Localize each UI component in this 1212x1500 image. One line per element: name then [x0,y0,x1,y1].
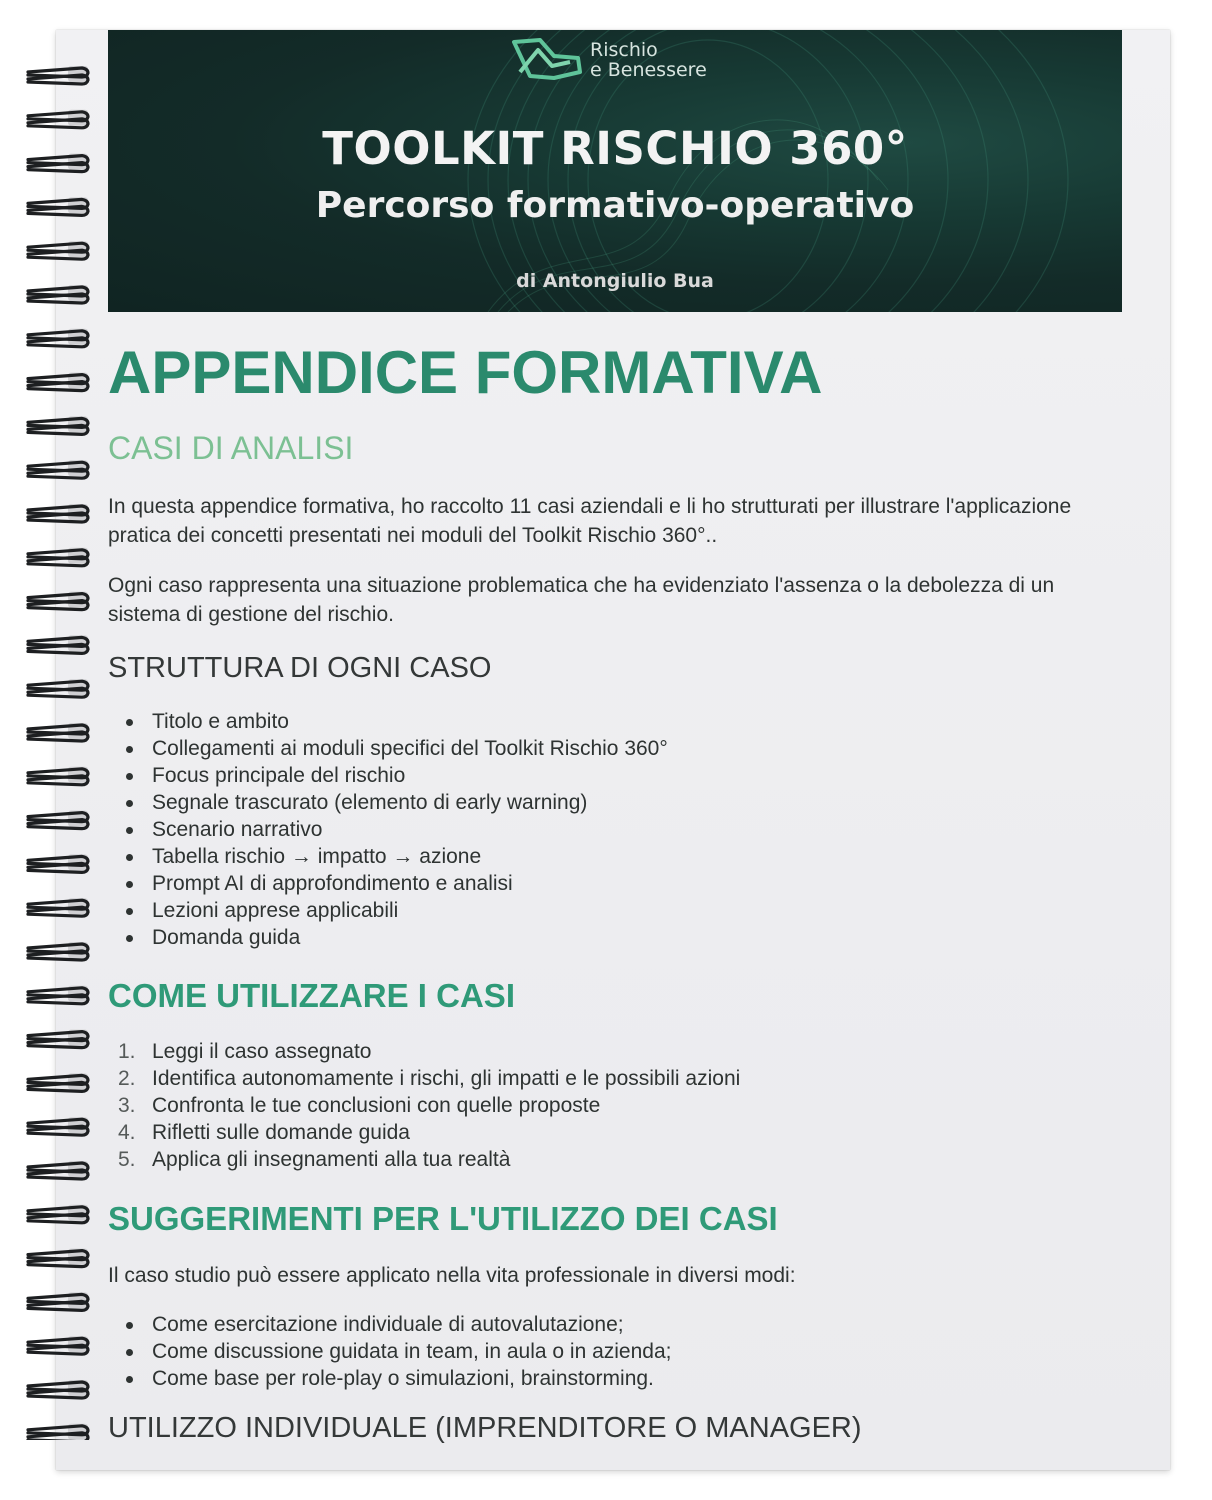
list-item: Lezioni apprese applicabili [108,897,668,924]
structure-list [108,708,668,951]
brand-name [590,40,707,80]
section-heading-come-utilizzare: COME UTILIZZARE I CASI [108,977,515,1014]
step-text: Rifletti sulle domande guida [152,1121,410,1144]
step-item [108,1119,740,1146]
spiral-coil-icon [28,416,88,434]
step-number: 3. [118,1094,136,1117]
step-number: 5. [118,1148,136,1171]
step-item [108,1038,740,1065]
suggestions-paragraph: Il caso studio può essere applicato nella vita professionale in diversi modi: [108,1264,796,1287]
step-number: 2. [118,1067,136,1090]
section-heading-suggerimenti: SUGGERIMENTI PER L'UTILIZZO DEI CASI [108,1200,778,1237]
step-text: Identifica autonomamente i rischi, gli impatti e le possibili azioni [152,1067,741,1090]
intro-paragraph: In questa appendice formativa, ho raccolto 11 casi aziendali e li ho strutturati per illustrare l'applicazione pratica dei concetti presentati nei moduli del Toolkit Rischio 360°.. [108,495,1072,547]
spiral-coil-icon [28,285,88,303]
spiral-coil-icon [28,942,88,960]
steps-list [108,1038,740,1173]
spiral-coil-icon [28,898,88,916]
spiral-coil-icon [28,854,88,872]
list-item: Scenario narrativo [108,816,668,843]
spiral-coil-icon [28,373,88,391]
step-item [108,1065,740,1092]
spiral-coil-icon [28,1336,88,1354]
list-item: Come esercitazione individuale di autovalutazione; [108,1311,671,1338]
step-item [108,1146,740,1173]
banner-title: TOOLKIT RISCHIO 360° [322,122,908,175]
spiral-coil-icon [28,635,88,653]
suggestions-list [108,1311,671,1392]
list-item: Domanda guida [108,924,668,951]
spiral-coil-icon [28,1292,88,1310]
list-item: Titolo e ambito [108,708,668,735]
spiral-coil-icon [28,154,88,172]
section-heading-casi-di-analisi: CASI DI ANALISI [108,430,354,466]
list-item: Prompt AI di approfondimento e analisi [108,870,668,897]
step-number: 4. [118,1121,136,1144]
spiral-coil-icon [28,767,88,785]
list-item: Come base per role-play o simulazioni, brainstorming. [108,1365,671,1392]
spiral-coil-icon [28,329,88,347]
rischio-benessere-logo-icon [508,32,586,88]
spiral-coil-icon [28,1161,88,1179]
spiral-coil-icon [28,592,88,610]
spiral-coil-icon [28,1073,88,1091]
section-heading-utilizzo-individuale: UTILIZZO INDIVIDUALE (IMPRENDITORE O MANAGER) [108,1412,862,1444]
spiral-coil-icon [28,1205,88,1223]
section-heading-struttura: STRUTTURA DI OGNI CASO [108,652,492,684]
spiral-binding-icon [24,60,94,1440]
step-text: Confronta le tue conclusioni con quelle proposte [152,1094,601,1117]
banner-subtitle: Percorso formativo-operativo [315,185,915,226]
spiral-coil-icon [28,723,88,741]
spiral-coil-icon [28,1249,88,1267]
spiral-coil-icon [28,548,88,566]
step-item [108,1092,740,1119]
banner-author: di Antongiulio Bua [516,270,714,292]
spiral-coil-icon [28,1380,88,1398]
spiral-coil-icon [28,1030,88,1048]
list-item: Collegamenti ai moduli specifici del Toolkit Rischio 360° [108,735,668,762]
spiral-coil-icon [28,110,88,128]
spiral-coil-icon [28,811,88,829]
spiral-coil-icon [28,197,88,215]
spiral-coil-icon [28,986,88,1004]
brand-line2: e Benessere [590,59,707,81]
list-item: Come discussione guidata in team, in aula o in azienda; [108,1338,671,1365]
brand-line1: Rischio [590,39,658,61]
step-number: 1. [118,1040,136,1063]
description-paragraph: Ogni caso rappresenta una situazione problematica che ha evidenziato l'assenza o la debolezza di un sistema di gestione del rischio. [108,574,1055,626]
list-item: Segnale trascurato (elemento di early warning) [108,789,668,816]
spiral-coil-icon [28,241,88,259]
step-text: Applica gli insegnamenti alla tua realtà [152,1148,511,1171]
spiral-coil-icon [28,1117,88,1135]
brand-logo [508,32,707,88]
page-title: APPENDICE FORMATIVA [108,339,823,406]
spiral-coil-icon [28,66,88,84]
spiral-coil-icon [28,460,88,478]
step-text: Leggi il caso assegnato [152,1040,372,1063]
spiral-coil-icon [28,679,88,697]
spiral-coil-icon [28,1424,88,1440]
list-item: Tabella rischio → impatto → azione [108,843,668,870]
header-banner [108,30,1122,312]
list-item: Focus principale del rischio [108,762,668,789]
spiral-coil-icon [28,504,88,522]
